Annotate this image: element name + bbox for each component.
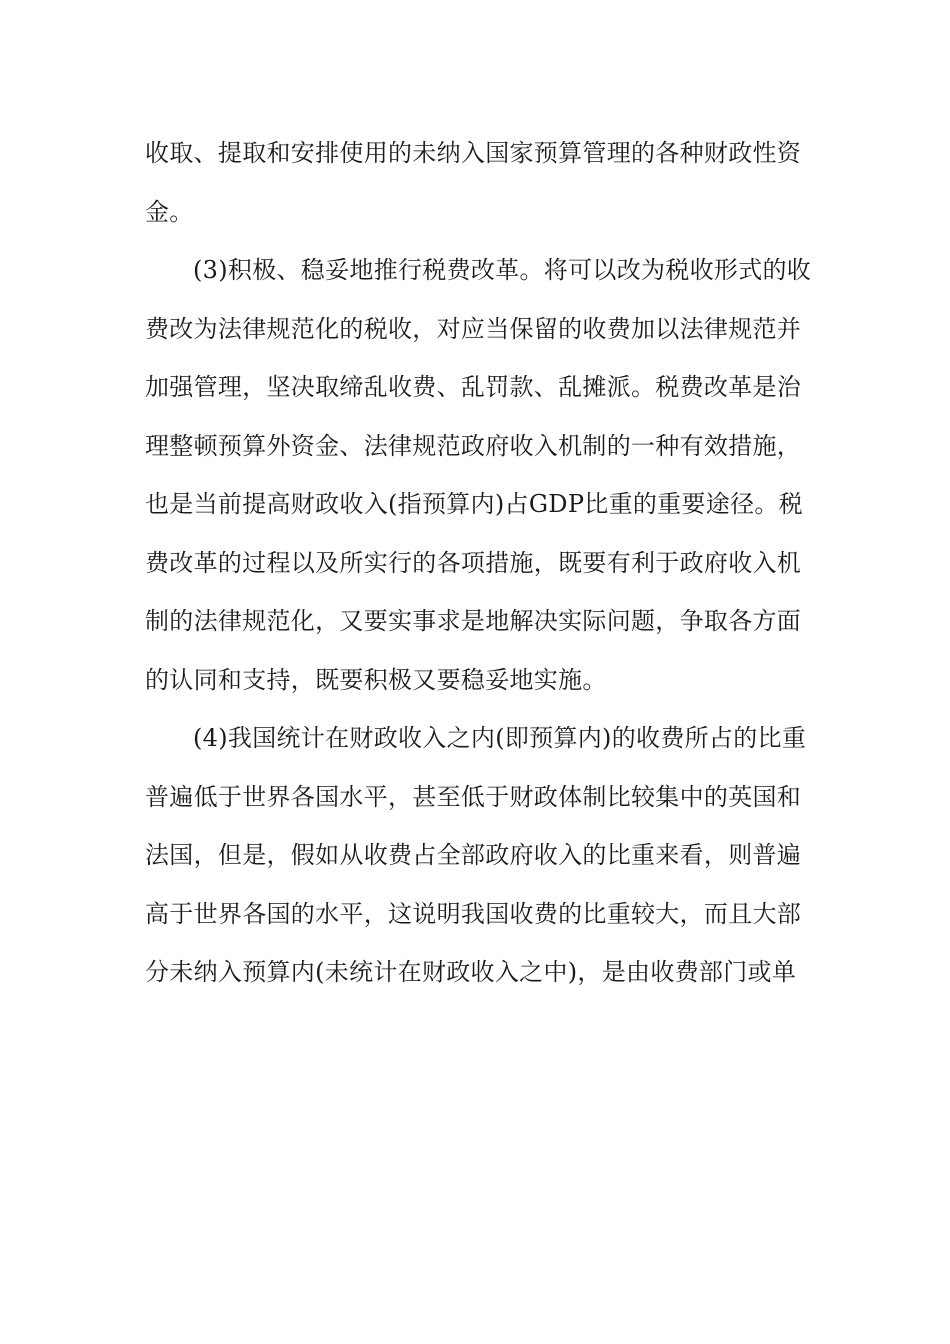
text-line: 理整顿预算外资金、法律规范政府收入机制的一种有效措施， [145, 431, 802, 460]
text-line: 金。 [145, 197, 194, 226]
paragraph-start-line: (4)我国统计在财政收入之内(即预算内)的收费所占的比重 [193, 724, 807, 752]
paragraph-start-line: (3)积极、稳妥地推行税费改革。将可以改为税收形式的收 [193, 256, 812, 284]
text-line: 也是当前提高财政收入(指预算内)占GDP比重的重要途径。税 [145, 490, 803, 518]
text-line: 费改为法律规范化的税收，对应当保留的收费加以法律规范并 [145, 314, 802, 343]
body-text [145, 131, 825, 1009]
text-line: 费改革的过程以及所实行的各项措施，既要有利于政府收入机 [145, 548, 802, 577]
text-line: 普遍低于世界各国水平，甚至低于财政体制比较集中的英国和 [145, 782, 802, 811]
text-line: 高于世界各国的水平，这说明我国收费的比重较大，而且大部 [145, 899, 802, 928]
text-line: 的认同和支持，既要积极又要稳妥地实施。 [145, 665, 607, 694]
text-line: 法国，但是，假如从收费占全部政府收入的比重来看，则普遍 [145, 841, 802, 869]
text-line: 加强管理，坚决取缔乱收费、乱罚款、乱摊派。税费改革是治 [145, 373, 802, 401]
text-line: 制的法律规范化，又要实事求是地解决实际问题，争取各方面 [145, 607, 802, 635]
text-line: 分未纳入预算内(未统计在财政收入之中)，是由收费部门或单 [145, 958, 797, 986]
text-line: 收取、提取和安排使用的未纳入国家预算管理的各种财政性资 [145, 139, 802, 167]
